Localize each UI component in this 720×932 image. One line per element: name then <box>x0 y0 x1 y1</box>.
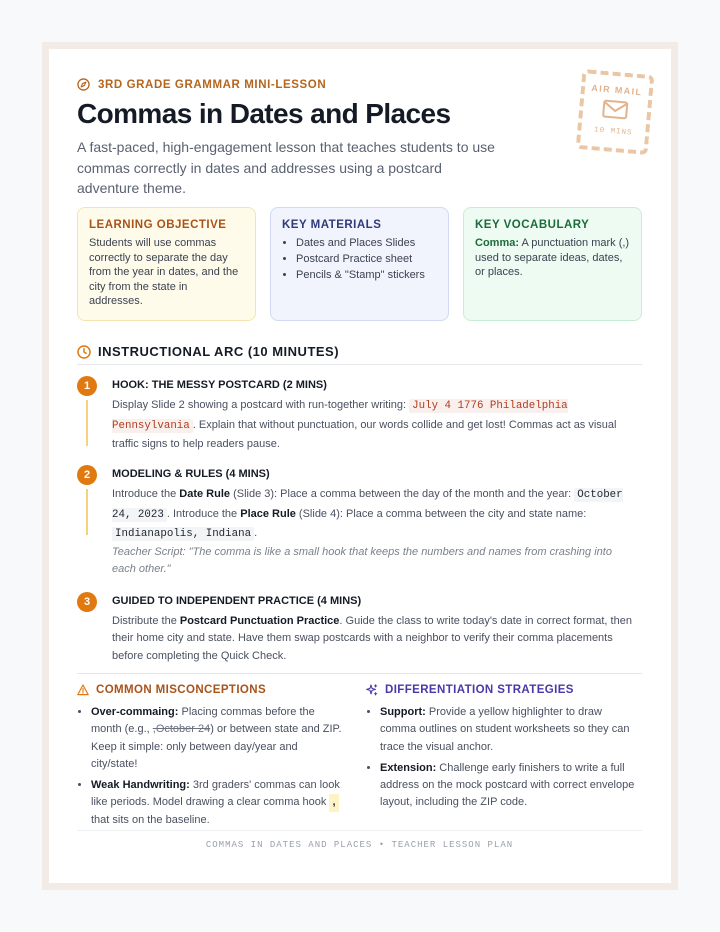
sparkle-icon <box>366 684 378 696</box>
stamp-duration: 10 MINS <box>593 126 633 138</box>
item-label: Extension: <box>380 761 437 774</box>
step-text: (Slide 4): Place a comma between the city and state name: <box>295 507 587 520</box>
list-item: • Pencils & "Stamp" stickers <box>296 268 437 283</box>
timeline-line <box>86 489 88 535</box>
date-rule: Date Rule <box>179 488 231 500</box>
step-text: . Guide the class to write today's date in correct format, then their home city and state. Have them swap postcards with a neighbor to verify their comma placements before completing the Quick Check. <box>112 615 632 662</box>
stamp-label: AIR MAIL <box>590 82 643 98</box>
step-body <box>112 485 637 544</box>
section-title: COMMON MISCONCEPTIONS <box>96 684 267 696</box>
learning-objective-card <box>77 207 256 321</box>
summary-cards <box>77 207 642 321</box>
eyebrow-text: 3RD GRADE GRAMMAR MINI-LESSON <box>98 78 327 91</box>
warning-icon <box>77 684 89 696</box>
incorrect-example: ,October 24 <box>152 723 211 736</box>
card-text: Students will use commas correctly to separate the day from the year in dates, and the city from the state in addresses. <box>89 237 239 308</box>
lesson-sheet <box>49 49 671 883</box>
page-title: Commas in Dates and Places <box>77 98 451 129</box>
list-item <box>91 777 347 829</box>
step-body <box>112 613 637 665</box>
section-title: INSTRUCTIONAL ARC (10 MINUTES) <box>98 344 340 359</box>
item-text: 3rd graders' commas can look like periods. Model drawing a clear comma hook <box>91 779 340 809</box>
vocab-text: A punctuation mark (,) used to separate ideas, dates, or places. <box>475 237 630 279</box>
item-label: Weak Handwriting: <box>91 779 190 792</box>
list-item <box>380 760 636 812</box>
step-title: GUIDED TO INDEPENDENT PRACTICE (4 MINS) <box>112 595 362 607</box>
step-number: 3 <box>77 592 97 612</box>
item-text: Provide a yellow highlighter to draw comma outlines on student worksheets so they can trace the visual anchor. <box>380 706 630 753</box>
item-text: ) or between state and ZIP. Keep it simple: only between day/year and city/state! <box>91 723 342 770</box>
divider <box>77 673 642 674</box>
page-footer: COMMAS IN DATES AND PLACES • TEACHER LESSON PLAN <box>205 840 514 850</box>
step-text: Introduce the <box>112 488 180 500</box>
item-text: that sits on the baseline. <box>91 813 210 826</box>
step-text: Display Slide 2 showing a postcard with run-together writing: <box>112 399 410 411</box>
step-title: MODELING & RULES (4 MINS) <box>112 468 270 480</box>
step-text: . <box>254 527 258 539</box>
page-subtitle: A fast-paced, high-engagement lesson that teaches students to use commas correctly in dates and addresses using a postcard adventure theme. <box>77 139 495 196</box>
item-text: Placing commas before the month (e.g., <box>91 706 315 736</box>
card-title: KEY MATERIALS <box>282 219 382 231</box>
practice-name: Postcard Punctuation Practice <box>179 615 340 627</box>
item-text: Challenge early finishers to write a full address on the mock postcard with correct envelope layout, including the ZIP code. <box>380 761 635 809</box>
misconceptions-list <box>77 704 347 829</box>
step-number: 1 <box>77 376 97 396</box>
misconceptions-section <box>77 684 347 833</box>
example-code: October 24, 2023 <box>112 489 623 521</box>
key-materials-card <box>270 207 449 321</box>
section-heading <box>366 684 636 696</box>
step-body <box>112 396 637 454</box>
item-label: Support: <box>380 706 426 718</box>
compass-icon <box>77 78 90 91</box>
page-frame <box>42 42 678 890</box>
list-item <box>91 704 347 773</box>
divider <box>77 830 642 831</box>
divider <box>77 364 642 365</box>
eyebrow <box>77 78 326 91</box>
list-item: • Dates and Places Slides <box>296 236 437 251</box>
envelope-icon <box>601 99 629 120</box>
comma-hook-example: , <box>329 794 338 811</box>
differentiation-section <box>366 684 636 816</box>
step-title: HOOK: THE MESSY POSTCARD (2 MINS) <box>112 379 327 391</box>
step-number: 2 <box>77 465 97 485</box>
timeline-line <box>86 400 88 446</box>
item-label: Over-commaing: <box>91 706 179 718</box>
example-code: Indianapolis, Indiana <box>112 527 254 541</box>
list-item: • Postcard Practice sheet <box>296 252 437 267</box>
card-title: KEY VOCABULARY <box>475 219 590 231</box>
step-text: . Explain that without punctuation, our words collide and get lost! Commas act as visual traffic signs to help readers pause. <box>112 418 617 450</box>
section-heading <box>77 684 347 696</box>
clock-icon <box>77 345 91 359</box>
key-vocabulary-card <box>463 207 642 321</box>
card-title: LEARNING OBJECTIVE <box>89 219 227 231</box>
differentiation-list <box>366 704 636 812</box>
instructional-arc-heading <box>77 344 642 359</box>
place-rule: Place Rule <box>240 507 296 520</box>
vocab-definition <box>475 236 630 280</box>
teacher-script: Teacher Script: "The comma is like a small hook that keeps the numbers and names from crashing into each other." <box>112 546 612 575</box>
section-title: DIFFERENTIATION STRATEGIES <box>385 684 574 696</box>
example-code: July 4 1776 Philadelphia Pennsylvania <box>112 400 568 432</box>
vocab-term: Comma: <box>475 237 520 249</box>
step-text: Distribute the <box>112 615 180 627</box>
list-item <box>380 704 636 756</box>
step-text: . Introduce the <box>166 507 241 520</box>
air-mail-stamp <box>576 69 655 155</box>
materials-list <box>282 236 437 283</box>
step-text: (Slide 3): Place a comma between the day of the month and the year: <box>230 488 575 500</box>
